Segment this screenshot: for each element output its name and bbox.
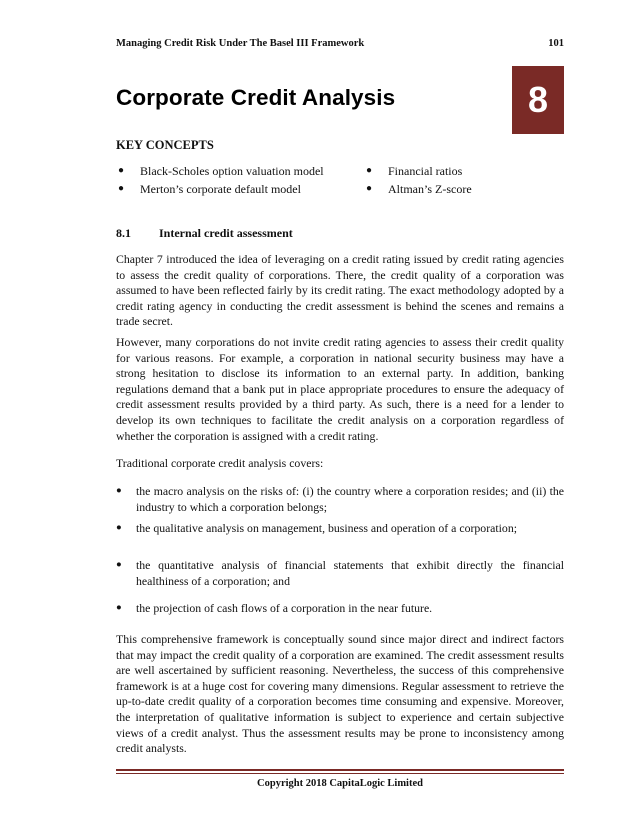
key-concept-item [366, 180, 472, 198]
list-item-text: the macro analysis on the risks of: (i) the country where a corporation resides; and (ii) the industry to which a corporation belongs; [136, 484, 564, 514]
section-title: Internal credit assessment [159, 226, 293, 240]
key-concept-item [118, 180, 324, 198]
list-item [116, 601, 564, 617]
list-item-text: the quantitative analysis of financial statements that exhibit directly the financial healthiness of a corporation; and [136, 558, 564, 588]
paragraph: Chapter 7 introduced the idea of leveraging on a credit rating issued by credit rating agencies to assess the credit quality of corporations. There, the credit quality of a corporation was assumed to have been reflected fairly by its credit rating. The exact methodology adopted by a credit rating agency in conducting the credit assessment is behind the scenes and remains a trade secret. [116, 252, 564, 329]
key-concept-label: Merton’s corporate default model [140, 182, 301, 196]
coverage-list-item [116, 484, 564, 515]
bullet-icon: ● [116, 486, 122, 496]
running-title: Managing Credit Risk Under The Basel III Framework [116, 38, 365, 49]
key-concept-item [366, 162, 472, 180]
bullet-icon: ● [118, 165, 125, 176]
list-item [116, 558, 564, 589]
key-concepts-heading: KEY CONCEPTS [116, 138, 214, 152]
key-concept-label: Black-Scholes option valuation model [140, 164, 324, 178]
list-item-text: the qualitative analysis on management, business and operation of a corporation; [136, 521, 517, 535]
list-item [116, 484, 564, 515]
section-heading [116, 226, 293, 241]
chapter-title: Corporate Credit Analysis [116, 85, 396, 110]
paragraph: However, many corporations do not invite credit rating agencies to assess their credit quality for various reasons. For example, a corporation in national security business may have a strong hesitation to disclose its information to an external party. In addition, banking regulations demand that a bank put in place appropriate procedures to ensure the adequacy of credit assessment results provided by a third party. As such, there is a need for a lender to develop its own techniques to facilitate the credit analysis on a corporation regardless of whether the corporation is assigned with a credit rating. [116, 335, 564, 443]
key-concepts-left [118, 162, 324, 198]
footer-divider [116, 773, 564, 774]
bullet-icon: ● [366, 165, 373, 176]
bullet-icon: ● [366, 183, 373, 194]
coverage-list-item [116, 601, 564, 617]
key-concept-item [118, 162, 324, 180]
list-item [116, 521, 564, 537]
running-header [116, 38, 564, 54]
bullet-icon: ● [116, 603, 122, 613]
key-concept-label: Financial ratios [388, 164, 463, 178]
bullet-icon: ● [116, 560, 122, 570]
footer-divider [116, 769, 564, 771]
paragraph: This comprehensive framework is conceptually sound since major direct and indirect factors that may impact the credit quality of a corporation are examined. The credit assessment results are well ascertained by sufficient reasoning. Nevertheless, the success of this comprehensive framework is at a huge cost for covering many dimensions. Regular assessment to retrieve the up-to-date credit quality of a corporation becomes time consuming and expensive. Moreover, the interpretation of qualitative information is subject to experience and certain subjective views of a credit analyst. Thus the assessment results may be prone to inconsistency among credit analysts. [116, 632, 564, 756]
coverage-list-item [116, 521, 564, 537]
page-number: 101 [548, 38, 564, 49]
bullet-icon: ● [118, 183, 125, 194]
coverage-list-item [116, 558, 564, 589]
paragraph: Traditional corporate credit analysis covers: [116, 456, 324, 470]
key-concepts-right [366, 162, 472, 198]
section-number: 8.1 [116, 226, 131, 240]
key-concept-label: Altman’s Z-score [388, 182, 472, 196]
chapter-number-badge: 8 [512, 66, 564, 134]
footer-copyright: Copyright 2018 CapitaLogic Limited [257, 778, 423, 789]
list-item-text: the projection of cash flows of a corporation in the near future. [136, 601, 433, 615]
bullet-icon: ● [116, 523, 122, 533]
